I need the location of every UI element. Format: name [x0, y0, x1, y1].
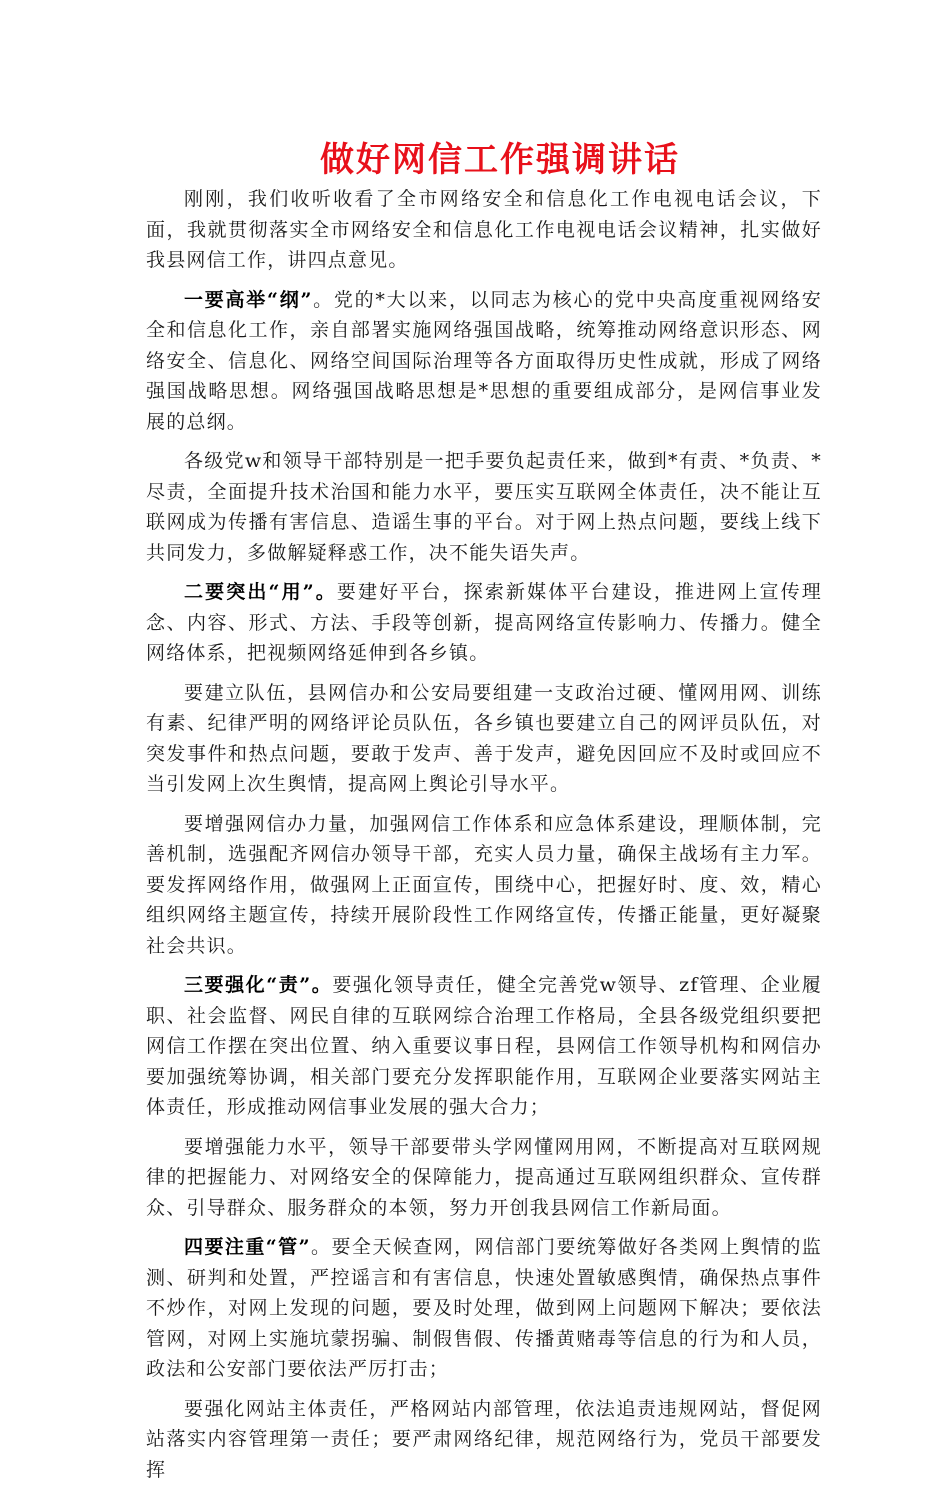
paragraph-text: 要增强网信办力量，加强网信工作体系和应急体系建设，理顺体制，完善机制，选强配齐网信办领导干部，充实人员力量，确保主战场有主力军。要发挥网络作用，做强网上正面宣传，围绕中心，把握好时、度、效，精心组织网络主题宣传，持续开展阶段性工作网络宣传，传播正能量，更好凝聚社会共识。	[146, 812, 822, 957]
paragraph-text: 各级党w和领导干部特别是一把手要负起责任来，做到*有责、*负责、*尽责，全面提升技术治国和能力水平，要压实互联网全体责任，决不能让互联网成为传播有害信息、造谣生事的平台。对于网上热点问题，要线上线下共同发力，多做解疑释惑工作，决不能失语失声。	[146, 450, 822, 564]
paragraph-intro	[146, 184, 822, 276]
paragraph	[146, 1132, 822, 1224]
document-body	[146, 184, 822, 1494]
paragraph-text: 要强化网站主体责任，严格网站内部管理，依法追责违规网站，督促网站落实内容管理第一责任；要严肃网络纪律，规范网络行为，党员干部要发挥	[146, 1397, 822, 1481]
paragraph-text: 要建立队伍，县网信办和公安局要组建一支政治过硬、懂网用网、训练有素、纪律严明的网络评论员队伍，各乡镇也要建立自己的网评员队伍，对突发事件和热点问题，要敢于发声、善于发声，避免因回应不及时或回应不当引发网上次生舆情，提高网上舆论引导水平。	[146, 681, 822, 795]
paragraph	[146, 1394, 822, 1486]
paragraph	[146, 678, 822, 800]
paragraph-text: 要强化领导责任，健全完善党w领导、zf管理、企业履职、社会监督、网民自律的互联网综合治理工作格局，全县各级党组织要把网信工作摆在突出位置、纳入重要议事日程，县网信工作领导机构和网信办要加强统筹协调，相关部门要充分发挥职能作用，互联网企业要落实网站主体责任，形成推动网信事业发展的强大合力；	[146, 974, 822, 1118]
paragraph	[146, 446, 822, 568]
paragraph-text: 要增强能力水平，领导干部要带头学网懂网用网，不断提高对互联网规律的把握能力、对网络安全的保障能力，提高通过互联网组织群众、宣传群众、引导群众、服务群众的本领，努力开创我县网信工作新局面。	[146, 1135, 822, 1219]
paragraph-lead: 四要注重“管”	[184, 1236, 311, 1258]
paragraph-text: 。要全天候查网，网信部门要统筹做好各类网上舆情的监测、研判和处置，严控谣言和有害信息，快速处置敏感舆情，确保热点事件不炒作，对网上发现的问题，要及时处理，做到网上问题网下解决；要依法管网，对网上实施坑蒙拐骗、制假售假、传播黄赌毒等信息的行为和人员，政法和公安部门要依法严厉打击；	[146, 1236, 822, 1380]
paragraph-text: 要建好平台，探索新媒体平台建设，推进网上宣传理念、内容、形式、方法、手段等创新，提高网络宣传影响力、传播力。健全网络体系，把视频网络延伸到各乡镇。	[146, 581, 822, 664]
paragraph-lead: 二要突出“用”。	[184, 581, 337, 603]
paragraph-point-three	[146, 970, 822, 1123]
paragraph-point-one	[146, 285, 822, 438]
paragraph-text: 刚刚，我们收听收看了全市网络安全和信息化工作电视电话会议，下面，我就贯彻落实全市网络安全和信息化工作电视电话会议精神，扎实做好我县网信工作，讲四点意见。	[146, 188, 822, 271]
paragraph-text: 。党的*大以来，以同志为核心的党中央高度重视网络安全和信息化工作，亲自部署实施网络强国战略，统筹推动网络意识形态、网络安全、信息化、网络空间国际治理等各方面取得历史性成就，形成了网络强国战略思想。网络强国战略思想是*思想的重要组成部分，是网信事业发展的总纲。	[146, 288, 822, 433]
paragraph-point-two	[146, 577, 822, 669]
document-title: 做好网信工作强调讲话	[320, 140, 680, 180]
paragraph	[146, 809, 822, 962]
paragraph-point-four	[146, 1232, 822, 1385]
paragraph-lead: 一要高举“纲”	[184, 288, 313, 311]
paragraph-lead: 三要强化“责”。	[184, 974, 333, 996]
